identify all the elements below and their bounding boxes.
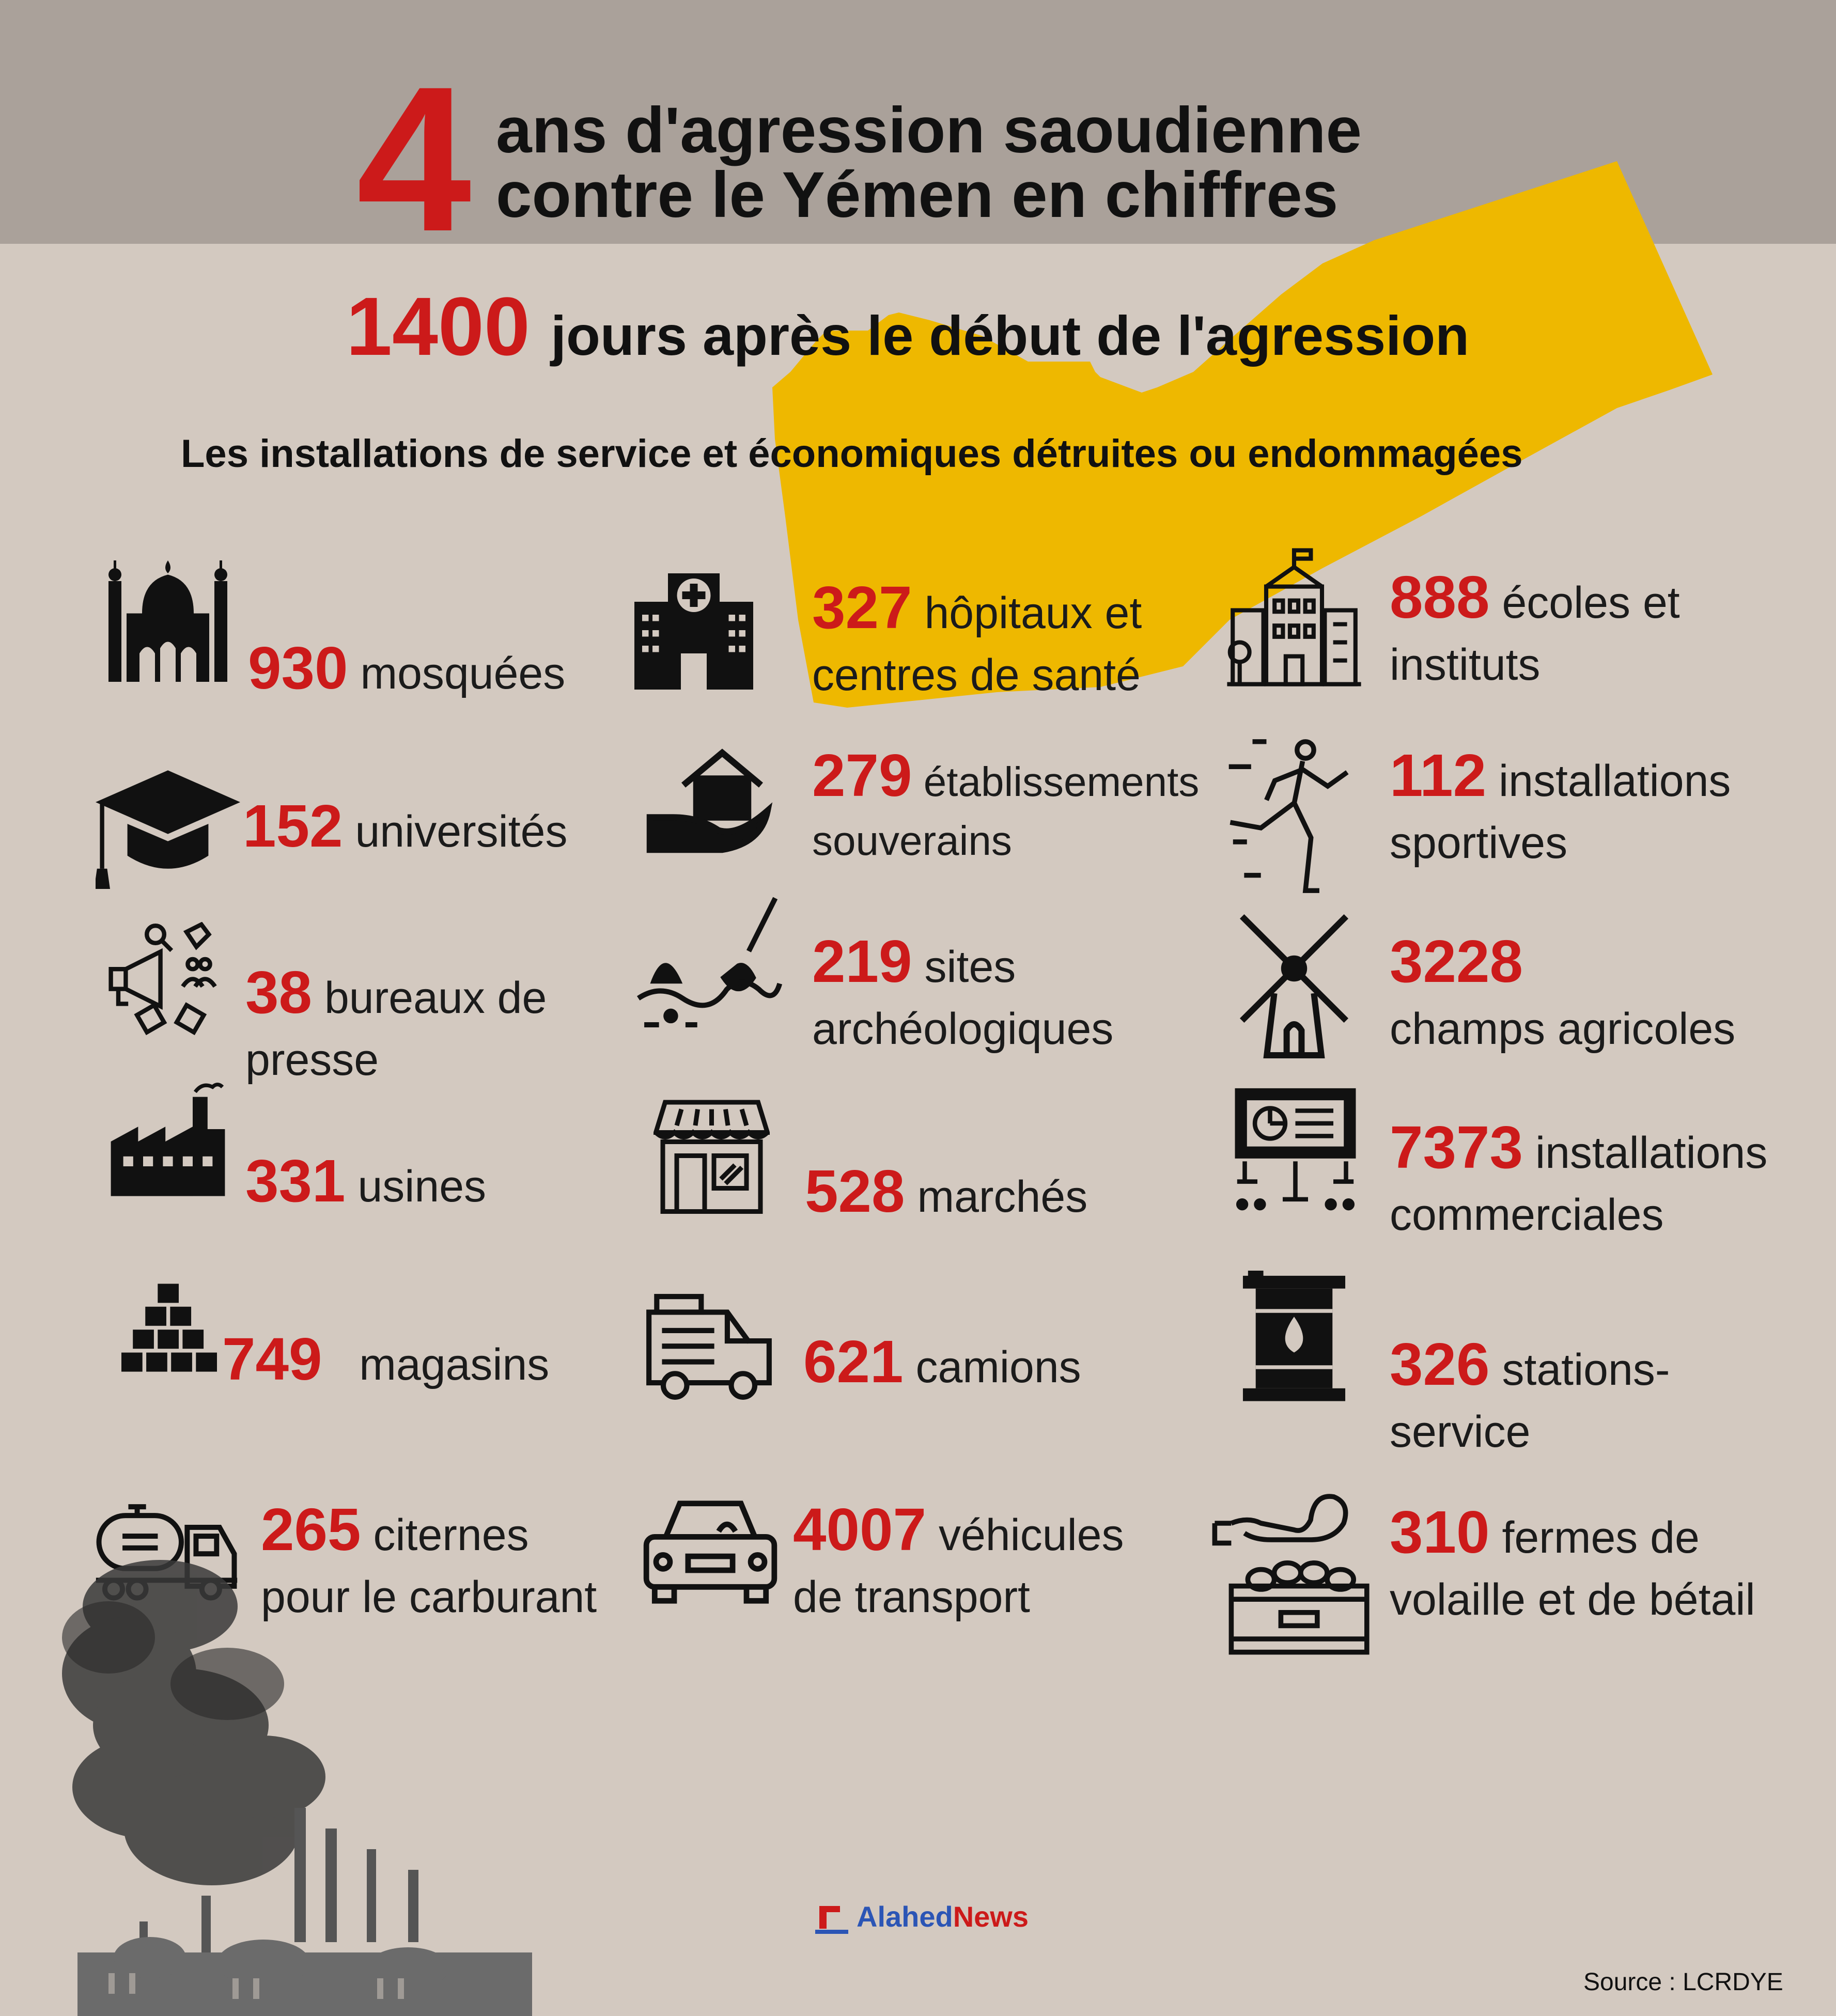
title-line-1: ans d'agression saoudienne bbox=[496, 95, 1362, 166]
days-number: 1400 bbox=[346, 280, 530, 372]
runner-icon bbox=[1222, 736, 1361, 896]
excavation-icon bbox=[635, 891, 783, 1041]
stat-markets: 528 marchés bbox=[805, 1158, 1088, 1225]
years-number: 4 bbox=[356, 43, 466, 274]
logo-mark-icon bbox=[815, 1903, 851, 1935]
graduation-cap-icon bbox=[96, 752, 240, 896]
hand-house-icon bbox=[640, 733, 779, 863]
stat-stores: 749 magasins bbox=[222, 1325, 550, 1393]
market-icon bbox=[654, 1098, 770, 1214]
section-title: Les installations de service et économiques détruites ou endommagées bbox=[181, 432, 1523, 476]
stat-fuel-stations: 326 stations- service bbox=[1390, 1331, 1670, 1457]
stat-farms: 310 fermes de volaille et de bétail bbox=[1390, 1498, 1755, 1625]
truck-icon bbox=[643, 1291, 775, 1402]
car-icon bbox=[641, 1498, 780, 1606]
factory-icon bbox=[106, 1080, 230, 1204]
stat-sports: 112 installations sportives bbox=[1390, 742, 1731, 868]
stat-hospitals: 327 hôpitaux et centres de santé bbox=[812, 574, 1142, 700]
source-credit: Source : LCRDYE bbox=[1583, 1968, 1783, 1996]
stat-trucks: 621 camions bbox=[803, 1328, 1081, 1395]
megaphone-icon bbox=[106, 922, 230, 1046]
windmill-icon bbox=[1232, 907, 1356, 1061]
smoke-factory-illustration bbox=[46, 1560, 563, 2016]
days-subtitle bbox=[346, 279, 1469, 374]
logo-part-2: News bbox=[953, 1900, 1029, 1933]
boxes-icon bbox=[121, 1284, 217, 1384]
mosque-icon bbox=[103, 555, 232, 684]
stat-factories: 331 usines bbox=[245, 1147, 487, 1214]
stat-mosques: 930 mosquées bbox=[248, 634, 566, 701]
stat-archaeology: 219 sites archéologiques bbox=[812, 928, 1114, 1054]
title-line-2: contre le Yémen en chiffres bbox=[496, 159, 1339, 231]
commerce-board-icon bbox=[1232, 1085, 1359, 1219]
days-text: jours après le début de l'agression bbox=[550, 304, 1470, 367]
fuel-barrel-icon bbox=[1242, 1271, 1346, 1405]
stat-tankers: 265 citernes pour le carburant bbox=[261, 1496, 597, 1622]
poultry-icon bbox=[1211, 1490, 1377, 1655]
hospital-icon bbox=[629, 563, 758, 692]
logo-part-1: Alahed bbox=[857, 1900, 953, 1933]
stat-schools: 888 écoles et instituts bbox=[1390, 564, 1680, 690]
stat-agriculture: 3228 champs agricoles bbox=[1390, 928, 1736, 1054]
page-title bbox=[496, 95, 1362, 231]
alahed-news-logo bbox=[815, 1900, 1029, 1935]
stat-press: 38 bureaux de presse bbox=[245, 959, 547, 1085]
stat-commercial: 7373 installations commerciales bbox=[1390, 1114, 1768, 1240]
school-icon bbox=[1224, 548, 1364, 687]
stat-sovereign: 279 établissements souverains bbox=[812, 742, 1200, 864]
stat-universities: 152 universités bbox=[243, 792, 568, 859]
stat-vehicles: 4007 véhicules de transport bbox=[793, 1496, 1124, 1622]
